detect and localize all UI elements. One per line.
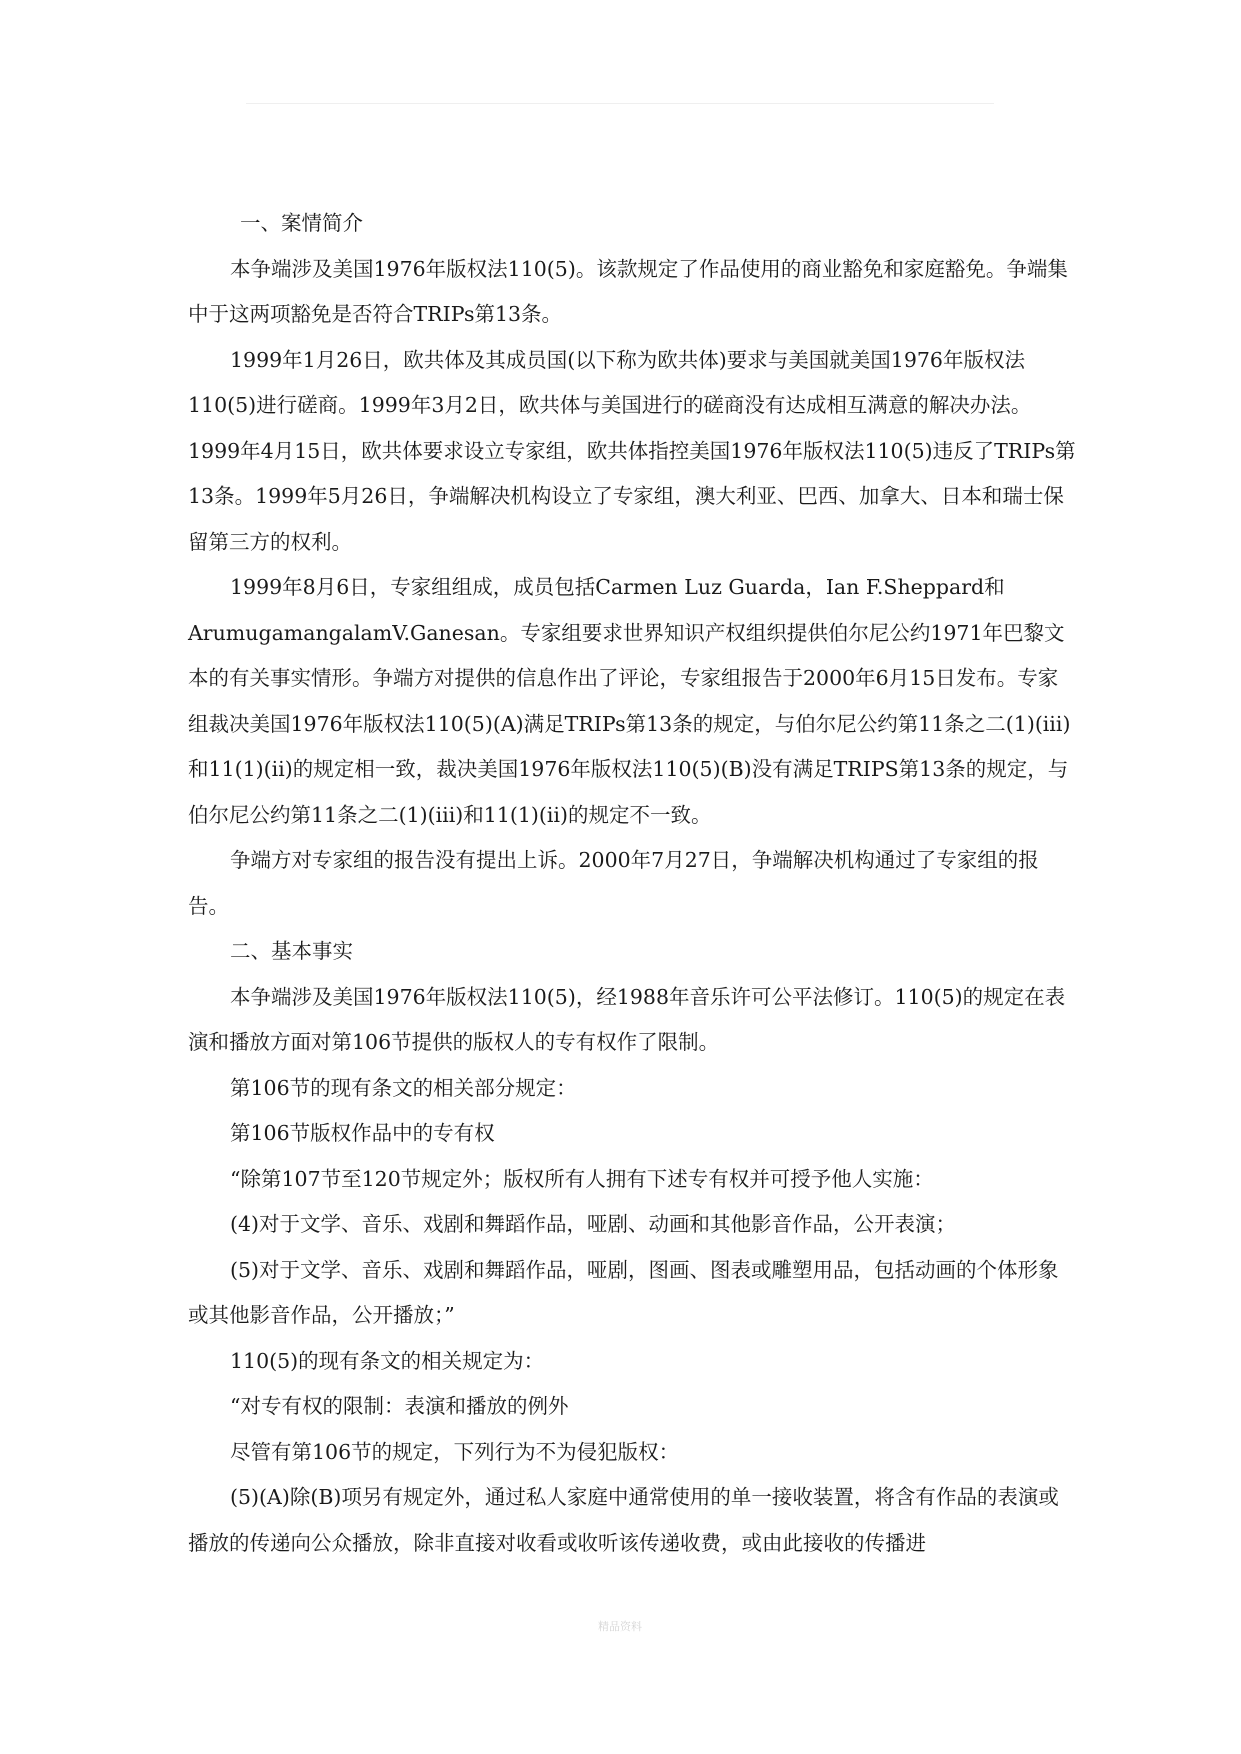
paragraph: 1999年8月6日，专家组组成，成员包括Carmen Luz Guarda，Ian F.Sheppard和ArumugamangalamV.Ganesan。专家组要求世界知识产权组织提供伯尔尼公约1971年巴黎文本的有关事实情形。争端方对提供的信息作出了评论，专家组报告于2000年6月15日发布。专家组裁决美国1976年版权法110(5)(A)满足TRIPs第13条的规定，与伯尔尼公约第11条之二(1)(ⅲ)和11(1)(ⅱ)的规定相一致，裁决美国1976年版权法110(5)(B)没有满足TRIPS第13条的规定，与伯尔尼公约第11条之二(1)(ⅲ)和11(1)(ⅱ)的规定不一致。 bbox=[188, 575, 1071, 827]
paragraph: 本争端涉及美国1976年版权法110(5)。该款规定了作品使用的商业豁免和家庭豁免。争端集中于这两项豁免是否符合TRIPs第13条。 bbox=[188, 256, 1068, 326]
paragraph: 第106节的现有条文的相关部分规定： bbox=[230, 1075, 577, 1100]
footer-watermark: 精品资料 bbox=[598, 1620, 642, 1633]
quoted-paragraph: (5)对于文学、音乐、戏剧和舞蹈作品，哑剧，图画、图表或雕塑用品，包括动画的个体形象或其他影音作品，公开播放；” bbox=[188, 1257, 1059, 1327]
section-heading-case-summary: 一、案情简介 bbox=[240, 211, 363, 235]
document-body bbox=[188, 201, 1078, 1566]
paragraph: 争端方对专家组的报告没有提出上诉。2000年7月27日，争端解决机构通过了专家组的报告。 bbox=[188, 848, 1039, 918]
paragraph: 第106节版权作品中的专有权 bbox=[230, 1121, 495, 1145]
quoted-paragraph: (5)(A)除(B)项另有规定外，通过私人家庭中通常使用的单一接收装置，将含有作品的表演或播放的传递向公众播放，除非直接对收看或收听该传递收费，或由此接收的传播进 bbox=[188, 1485, 1059, 1555]
section-heading-basic-facts: 二、基本事实 bbox=[230, 939, 353, 963]
paragraph: 110(5)的现有条文的相关规定为： bbox=[230, 1348, 545, 1373]
quoted-paragraph: (4)对于文学、音乐、戏剧和舞蹈作品，哑剧、动画和其他影音作品，公开表演； bbox=[230, 1212, 957, 1236]
paragraph: 1999年1月26日，欧共体及其成员国(以下称为欧共体)要求与美国就美国1976年版权法110(5)进行磋商。1999年3月2日，欧共体与美国进行的磋商没有达成相互满意的解决办法。1999年4月15日，欧共体要求设立专家组，欧共体指控美国1976年版权法110(5)违反了TRIPs第13条。1999年5月26日，争端解决机构设立了专家组，澳大利亚、巴西、加拿大、日本和瑞士保留第三方的权利。 bbox=[188, 347, 1076, 554]
paragraph: 本争端涉及美国1976年版权法110(5)，经1988年音乐许可公平法修订。110(5)的规定在表演和播放方面对第106节提供的版权人的专有权作了限制。 bbox=[188, 984, 1066, 1054]
quoted-paragraph: “除第107节至120节规定外；版权所有人拥有下述专有权并可授予他人实施： bbox=[230, 1166, 934, 1191]
quoted-paragraph: 尽管有第106节的规定，下列行为不为侵犯版权： bbox=[230, 1439, 680, 1464]
quoted-paragraph: “对专有权的限制：表演和播放的例外 bbox=[230, 1394, 569, 1418]
header-rule bbox=[246, 103, 994, 104]
